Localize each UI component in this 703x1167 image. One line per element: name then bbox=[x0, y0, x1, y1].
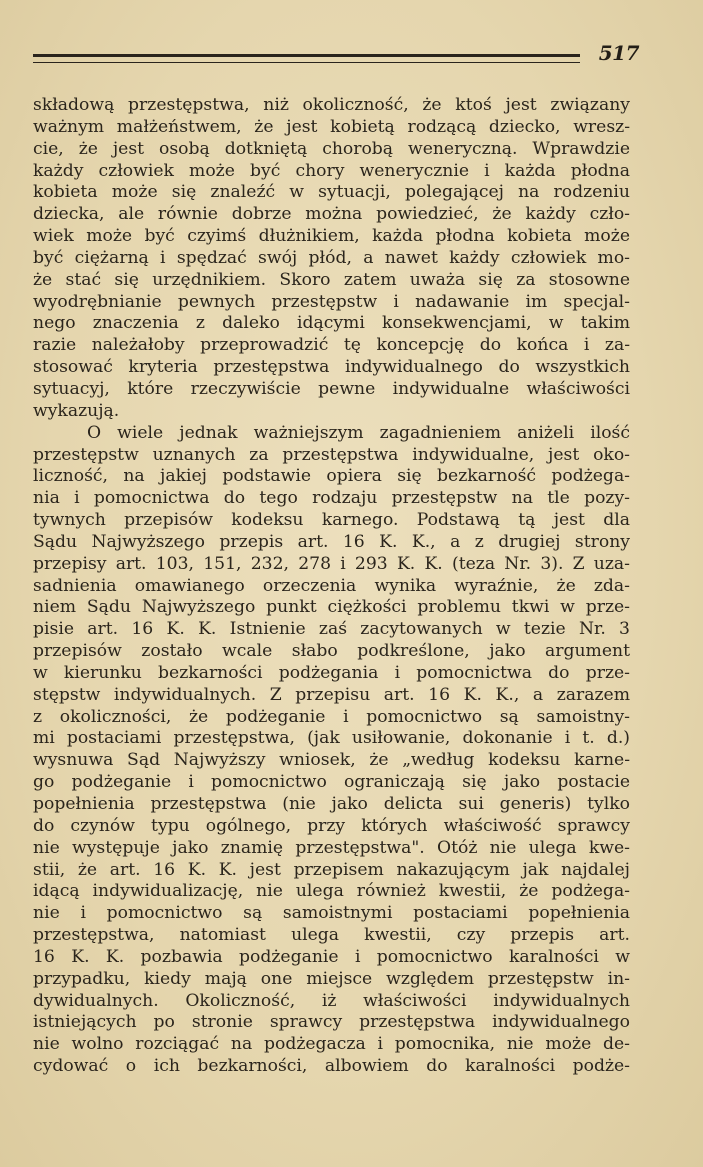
text-line: tywnych przepisów kodeksu karnego. Podstawą tą jest dla bbox=[33, 510, 630, 531]
text-line: stosować kryteria przestępstwa indywidualnego do wszystkich bbox=[33, 357, 630, 378]
text-line: wysnuwa Sąd Najwyższy wniosek, że „według kodeksu karne- bbox=[33, 750, 630, 771]
text-line: wiek może być czyimś dłużnikiem, każda płodna kobieta może bbox=[33, 226, 630, 247]
text-line: przepisów zostało wcale słabo podkreślone, jako argument bbox=[33, 641, 630, 662]
text-line: przepisy art. 103, 151, 232, 278 i 293 K. K. (teza Nr. 3). Z uza- bbox=[33, 553, 630, 574]
text-line: dziecka, ale równie dobrze można powiedzieć, że każdy czło- bbox=[33, 204, 630, 225]
text-line: że stać się urzędnikiem. Skoro zatem uważa się za stosowne bbox=[33, 269, 630, 290]
text-line: cydować o ich bezkarności, albowiem do karalności podże- bbox=[33, 1056, 630, 1077]
text-line: ważnym małżeństwem, że jest kobietą rodzącą dziecko, wresz- bbox=[33, 116, 630, 137]
text-line: kobieta może się znaleźć w sytuacji, polegającej na rodzeniu bbox=[33, 182, 630, 203]
text-line: mi postaciami przestępstwa, (jak usiłowanie, dokonanie i t. d.) bbox=[33, 728, 630, 749]
text-line: idącą indywidualizację, nie ulega również kwestii, że podżega- bbox=[33, 881, 630, 902]
text-line: każdy człowiek może być chory wenerycznie i każda płodna bbox=[33, 160, 630, 181]
paragraph-2 bbox=[33, 423, 630, 1078]
paragraph-1 bbox=[33, 95, 630, 423]
text-line: nie występuje jako znamię przestępstwa". Otóż nie ulega kwe- bbox=[33, 837, 630, 858]
text-line: w kierunku bezkarności podżegania i pomocnictwa do prze- bbox=[33, 662, 630, 683]
text-line: 16 K. K. pozbawia podżeganie i pomocnictwo karalności w bbox=[33, 946, 630, 967]
text-line: wyodrębnianie pewnych przestępstw i nadawanie im specjal- bbox=[33, 291, 630, 312]
text-line: istniejących po stronie sprawcy przestępstwa indywidualnego bbox=[33, 1012, 630, 1033]
text-line: stępstw indywidualnych. Z przepisu art. 16 K. K., a zarazem bbox=[33, 684, 630, 705]
text-line: do czynów typu ogólnego, przy których właściwość sprawcy bbox=[33, 815, 630, 836]
text-line: stii, że art. 16 K. K. jest przepisem nakazującym jak najdalej bbox=[33, 859, 630, 880]
text-line: dywidualnych. Okoliczność, iż właściwości indywidualnych bbox=[33, 990, 630, 1011]
text-line: cie, że jest osobą dotkniętą chorobą weneryczną. Wprawdzie bbox=[33, 138, 630, 159]
header-rule bbox=[33, 54, 580, 63]
text-line: sytuacyj, które rzeczywiście pewne indywidualne właściwości bbox=[33, 378, 630, 399]
text-line: O wiele jednak ważniejszym zagadnieniem aniżeli ilość bbox=[87, 422, 630, 443]
text-line: nie wolno rozciągać na podżegacza i pomocnika, nie może de- bbox=[33, 1034, 630, 1055]
text-line: niem Sądu Najwyższego punkt ciężkości problemu tkwi w prze- bbox=[33, 597, 630, 618]
text-line: razie należałoby przeprowadzić tę koncepcję do końca i za- bbox=[33, 335, 630, 356]
text-line: sadnienia omawianego orzeczenia wynika wyraźnie, że zda- bbox=[33, 575, 630, 596]
text-line: nie i pomocnictwo są samoistnymi postaciami popełnienia bbox=[33, 903, 630, 924]
text-line: popełnienia przestępstwa (nie jako delicta sui generis) tylko bbox=[33, 794, 630, 814]
text-line: przypadku, kiedy mają one miejsce względem przestępstw in- bbox=[33, 968, 630, 989]
text-line: liczność, na jakiej podstawie opiera się bezkarność podżega- bbox=[33, 466, 630, 487]
text-line: Sądu Najwyższego przepis art. 16 K. K., a z drugiej strony bbox=[33, 531, 630, 552]
text-line: przestępstw uznanych za przestępstwa indywidualne, jest oko- bbox=[33, 444, 630, 465]
text-line: z okoliczności, że podżeganie i pomocnictwo są samoistny- bbox=[33, 706, 630, 727]
body-text bbox=[33, 95, 630, 1078]
text-line: składową przestępstwa, niż okoliczność, że ktoś jest związany bbox=[33, 95, 630, 115]
text-line: nego znaczenia z daleko idącymi konsekwencjami, w takim bbox=[33, 313, 630, 334]
text-line: go podżeganie i pomocnictwo ograniczają się jako postacie bbox=[33, 772, 630, 793]
text-line: nia i pomocnictwa do tego rodzaju przestępstw na tle pozy- bbox=[33, 488, 630, 509]
page-number: 517 bbox=[598, 41, 639, 65]
text-line: być ciężarną i spędzać swój płód, a nawet każdy człowiek mo- bbox=[33, 247, 630, 268]
text-line: wykazują. bbox=[33, 400, 120, 421]
text-line: pisie art. 16 K. K. Istnienie zaś zacytowanych w tezie Nr. 3 bbox=[33, 619, 630, 640]
text-line: przestępstwa, natomiast ulega kwestii, czy przepis art. bbox=[33, 925, 630, 946]
